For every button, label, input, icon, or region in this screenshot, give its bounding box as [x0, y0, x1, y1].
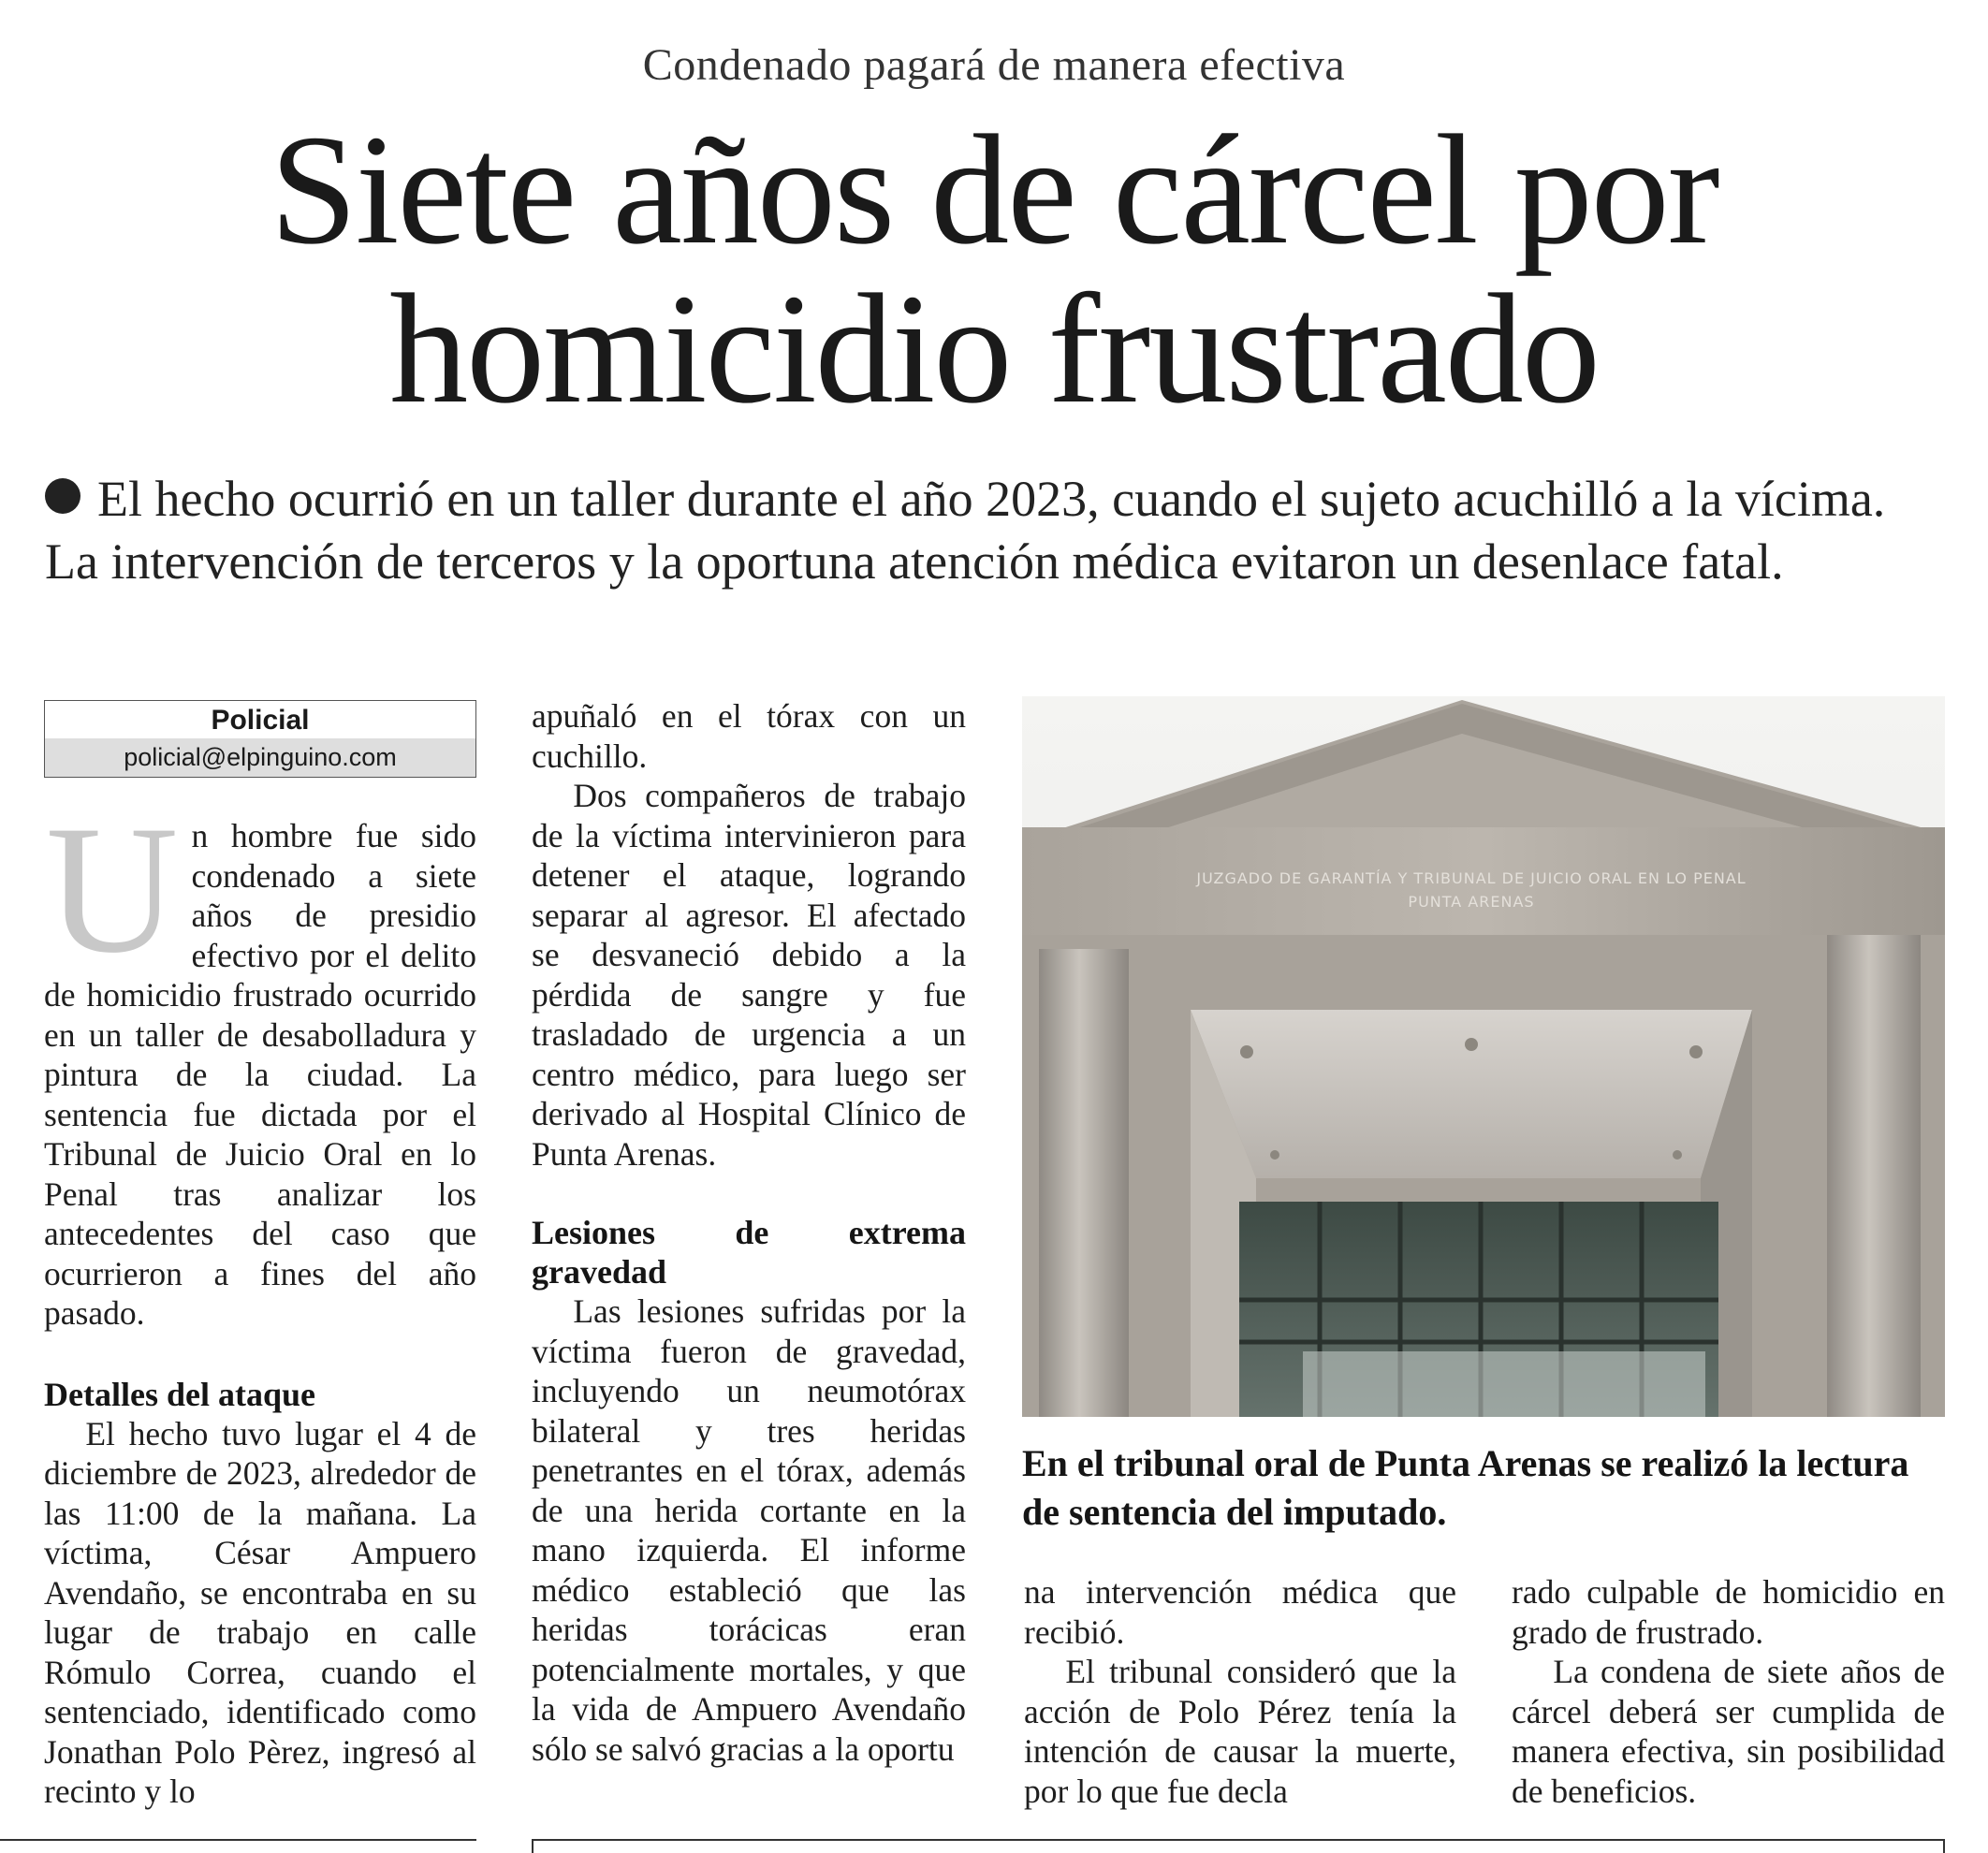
- col2-paragraph-3: Las lesiones sufridas por la víctima fueron de gravedad, incluyendo un neumotórax bilateral y tres heridas penetrantes en el tórax, además de una herida cortante en la mano izquierda. El informe médico estableció que las heridas torácicas eran potencialmente mortales, y que la vida de Ampuero Avendaño sólo se salvó gracias a la oportu: [532, 1292, 966, 1768]
- article-column-1: [44, 788, 476, 1812]
- col2-paragraph-1: apuñaló en el tórax con un cuchillo.: [532, 697, 966, 775]
- photo-caption: En el tribunal oral de Punta Arenas se realizó la lectura de sentencia del imputado.: [1022, 1442, 1909, 1533]
- headline: [37, 103, 1951, 436]
- lead-paragraph: [45, 468, 1951, 593]
- article-column-2: [532, 696, 966, 1769]
- headline-line-2: homicidio frustrado: [389, 262, 1599, 436]
- subhead-lesiones: Lesiones de extrema gravedad: [532, 1214, 966, 1291]
- col1-paragraph-1-text: n hombre fue sido condenado a siete años de presidio efectivo por el delito de homicidio frustrado ocurrido en un taller de desabolladura y pintura de la ciudad. La sentencia fue dictada por el Tribunal de Juicio Oral en lo Penal tras analizar los antecedentes del caso que ocurrieron a fines del año pasado.: [44, 817, 476, 1332]
- lead-text: El hecho ocurrió en un taller durante el año 2023, cuando el sujeto acuchilló a la vícima. La intervención de terceros y la oportuna atención médica evitaron un desenlace fatal.: [45, 471, 1886, 590]
- byline-email: policial@elpinguino.com: [45, 738, 475, 777]
- byline-box: [44, 700, 476, 778]
- col2-paragraph-2: Dos compañeros de trabajo de la víctima intervinieron para detener el ataque, logrando separar al agresor. El afectado se desvaneció debido a la pérdida de sangre y fue trasladado de urgencia a un centro médico, para luego ser derivado al Hospital Clínico de Punta Arenas.: [532, 777, 966, 1173]
- facade-inscription-2: PUNTA ARENAS: [1408, 893, 1535, 911]
- col4-paragraph-2: La condena de siete años de cárcel deberá ser cumplida de manera efectiva, sin posibilidad de beneficios.: [1512, 1653, 1945, 1810]
- courthouse-image: [1022, 696, 1945, 1417]
- col3-paragraph-1: na intervención médica que recibió.: [1024, 1573, 1456, 1651]
- bottom-rule-left: [0, 1839, 476, 1841]
- bullet-icon: [45, 478, 80, 514]
- col4-paragraph-1: rado culpable de homicidio en grado de frustrado.: [1512, 1573, 1945, 1651]
- article-column-4: [1512, 1572, 1945, 1811]
- bottom-rule-right: [532, 1839, 1945, 1853]
- courthouse-photo: [1022, 696, 1945, 1417]
- drop-cap: U: [46, 788, 179, 991]
- facade-inscription-1: JUZGADO DE GARANTÍA Y TRIBUNAL DE JUICIO ORAL EN LO PENAL: [1196, 869, 1747, 887]
- headline-line-1: Siete años de cárcel por: [270, 103, 1718, 277]
- byline-section: Policial: [45, 701, 475, 738]
- kicker: Condenado pagará de manera efectiva: [642, 40, 1346, 90]
- col1-paragraph-2: El hecho tuvo lugar el 4 de diciembre de 2023, alrededor de las 11:00 de la mañana. La víctima, César Ampuero Avendaño, se encontraba en su lugar de trabajo en calle Rómulo Correa, cuando el sentenciado, identificado como Jonathan Polo Pèrez, ingresó al recinto y lo: [44, 1414, 476, 1810]
- subhead-detalles: Detalles del ataque: [44, 1375, 315, 1413]
- article-column-3: [1024, 1572, 1456, 1811]
- col3-paragraph-2: El tribunal consideró que la acción de Polo Pérez tenía la intención de causar la muerte, por lo que fue decla: [1024, 1653, 1456, 1810]
- col1-paragraph-1: [44, 788, 476, 1334]
